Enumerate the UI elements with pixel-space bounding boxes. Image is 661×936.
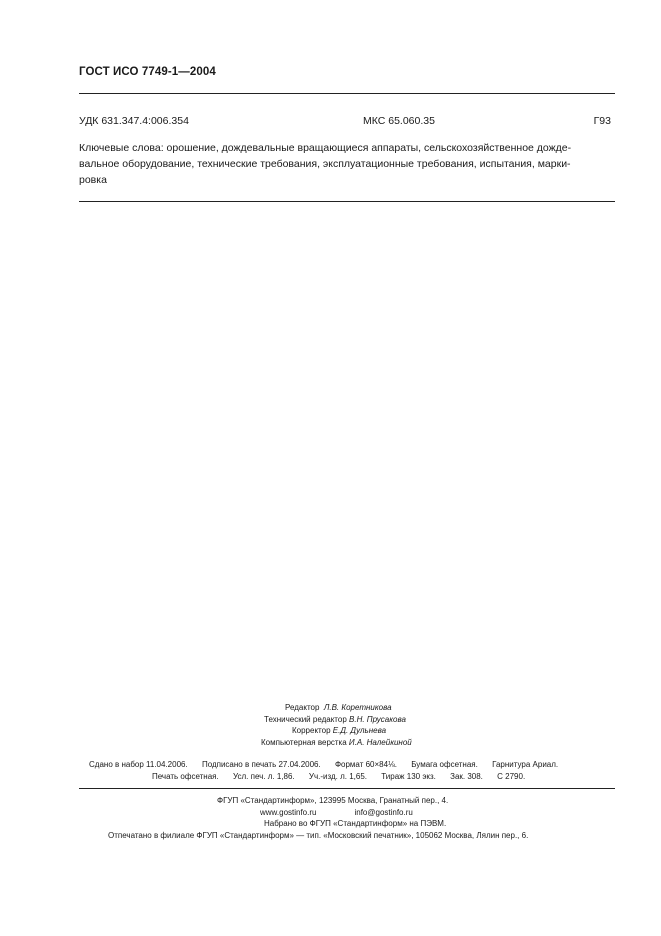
credit-tech-editor: Технический редактор В.Н. Прусакова [264, 714, 406, 724]
publisher-address: ФГУП «Стандартинформ», 123995 Москва, Гранатный пер., 4. [217, 796, 449, 805]
credit-proofreader: Корректор Е.Д. Дульнева [292, 726, 387, 735]
print-info-line-1: Сдано в набор 11.04.2006. Подписано в печать 27.04.2006. Формат 60×84⅛. Бумага офсетная. Гарнитура Ариал. [89, 760, 559, 769]
group-code: Г93 [593, 115, 611, 127]
divider-middle [79, 201, 615, 202]
publisher-contacts [260, 807, 413, 819]
divider-bottom [79, 788, 615, 789]
udc-code: УДК 631.347.4:006.354 [79, 115, 189, 127]
keywords-line-1: Ключевые слова: орошение, дождевальные вращающиеся аппараты, сельскохозяйственное дожде- [79, 142, 572, 154]
publisher-website: www.gostinfo.ru [260, 807, 317, 817]
keywords-line-2: вальное оборудование, технические требования, эксплуатационные требования, испытания, марки- [79, 158, 571, 170]
keywords-line-3: ровка [79, 174, 107, 186]
credit-layout: Компьютерная верстка И.А. Налейкиной [261, 737, 412, 747]
publisher-typeset: Набрано во ФГУП «Стандартинформ» на ПЭВМ. [264, 819, 447, 828]
publisher-email: info@gostinfo.ru [354, 807, 413, 817]
keywords-block [79, 140, 614, 188]
publisher-printed: Отпечатано в филиале ФГУП «Стандартинформ» — тип. «Московский печатник», 105062 Москва, Лялин пер., 6. [108, 830, 529, 840]
divider-top [79, 93, 615, 94]
document-title: ГОСТ ИСО 7749-1—2004 [79, 66, 216, 78]
credit-editor: Редактор Л.В. Коретникова [285, 703, 392, 712]
mks-code: МКС 65.060.35 [363, 115, 435, 127]
print-info-line-2: Печать офсетная. Усл. печ. л. 1,86. Уч.-изд. л. 1,65. Тираж 130 экз. Зак. 308. С 2790. [152, 771, 526, 781]
